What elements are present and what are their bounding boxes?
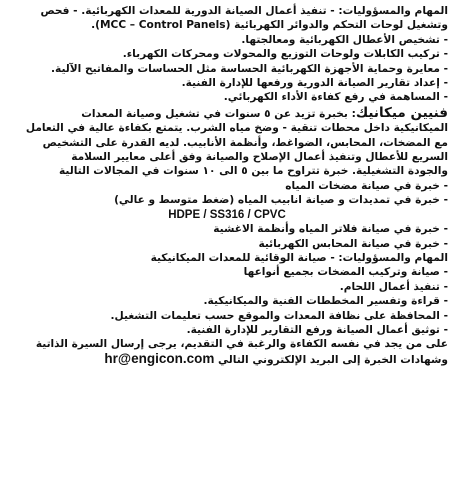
text-line: - توثيق أعمال الصيانة ورفع التقارير للإدارة الفنية. <box>186 323 448 336</box>
text-line: - خبرة في صيانة مضخات المياه <box>285 179 448 192</box>
text-line: - قراءة وتفسير المخططات الفنية والميكانيكية. <box>203 295 448 308</box>
text-line: - تشخيص الأعطال الكهربائية ومعالجتها. <box>241 33 448 46</box>
text-line: المهام والمسؤوليات: - تنفيذ أعمال الصيانة الدورية للمعدات الكهربائية. - فحص <box>40 5 448 17</box>
text-line: - صيانة وتركيب المضخات بجميع أنواعها <box>243 266 448 279</box>
materials-line: HDPE / SS316 / CPVC <box>168 208 286 221</box>
email-line <box>6 352 448 367</box>
text-line: الميكانيكية داخل محطات تنقية - وضخ مياه الشرب. يتمتع بكفاءة عالية في التعامل <box>25 122 448 135</box>
text-line: المهام والمسؤوليات: - صيانة الوقائية للمعدات الميكانيكية <box>150 251 448 264</box>
text-line: السريع للأعطال وتنفيذ أعمال الإصلاح والصيانة وفق أعلى معايير السلامة <box>71 151 448 164</box>
section-title: فنيين ميكانيك <box>355 104 448 121</box>
text-line: - المساهمة في رفع كفاءة الأداء الكهربائي. <box>223 91 448 104</box>
text-line: - المحافظة على نظافة المعدات والموقع حسب تعليمات التشغيل. <box>110 309 448 322</box>
section-intro: : بخبرة تزيد عن ٥ سنوات في تشغيل وصيانة المعدات <box>81 107 356 120</box>
text-line: على من يجد في نفسه الكفاءة والرغبة في التقديم، يرجى إرسال السيرة الذاتية <box>35 338 448 351</box>
text-line: - خبرة في تمديدات و صيانة انابيب المياه (ضغط متوسط و عالي) <box>114 194 448 207</box>
text-line: وتشغيل لوحات التحكم والدوائر الكهربائية (MCC – Control Panels). <box>91 19 448 32</box>
email-line-text: وشهادات الخبرة إلى البريد الإلكتروني التالي <box>218 353 448 366</box>
email-link[interactable]: hr@engicon.com <box>104 350 215 366</box>
text-line: - إعداد تقارير الصيانة الدورية ورفعها للإدارة الفنية. <box>181 77 448 90</box>
text-line: - خبرة في صيانة المحابس الكهربائية <box>258 237 448 250</box>
text-line: والجودة التشغيلية. خبرة تتراوح ما بين ٥ الى ١٠ سنوات في المجالات التالية <box>58 165 448 178</box>
text-line: - معايرة وحماية الأجهزة الكهربائية الحساسة مثل الحساسات والمفاتيح الآلية. <box>51 62 448 75</box>
text-line: - تركيب الكابلات ولوحات التوزيع والمحولات ومحركات الكهرباء. <box>122 48 448 61</box>
text-line: - تنفيذ أعمال اللحام. <box>339 280 448 293</box>
section-heading-line <box>6 105 448 121</box>
text-line: مع المضخات، المحابس، الضواغط، وأنظمة الأنابيب. لديه القدرة على التشخيص <box>42 136 448 149</box>
text-line: - خبرة في صيانة فلاتر المياه وأنظمة الاغشية <box>213 223 448 236</box>
